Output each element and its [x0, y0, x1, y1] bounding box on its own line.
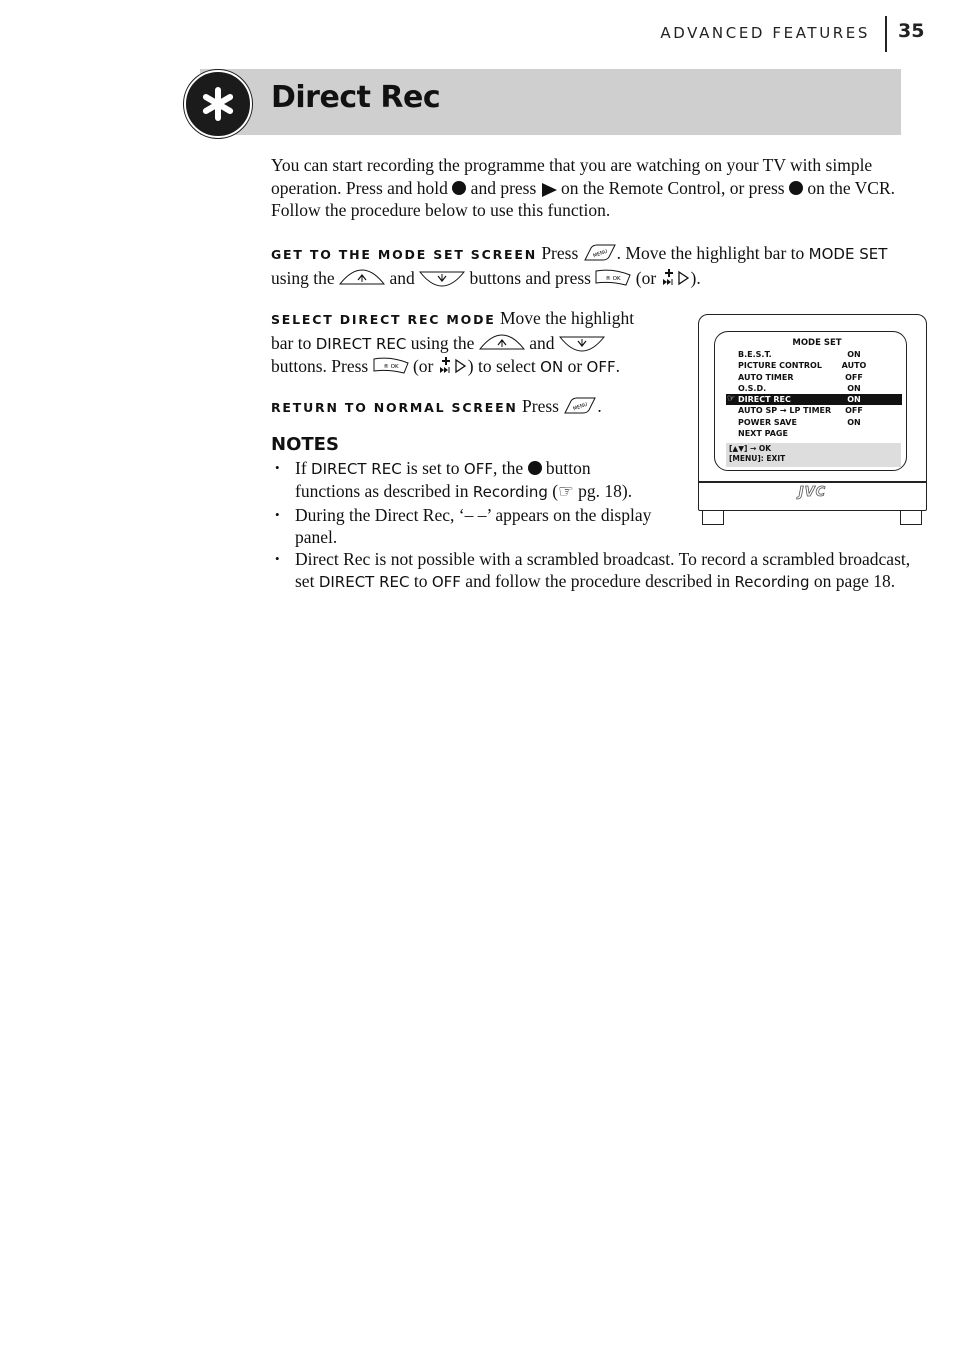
intro-paragraph: You can start recording the programme that you are watching on your TV with simple operation. Press and hold and press on the Remote Control, or press on the VCR. Follow the procedure below to use this function. — [271, 155, 896, 220]
osd-row-value: AUTO — [841, 361, 867, 371]
osd-help-line: [MENU]: EXIT — [729, 454, 786, 463]
osd-row-label: AUTO SP → LP TIMER — [738, 406, 832, 416]
brand-logo: JVC — [798, 485, 827, 500]
asterisk-badge-icon — [184, 70, 252, 138]
notes-heading: NOTES — [271, 434, 339, 455]
osd-row-value: OFF — [845, 406, 863, 416]
tv-foot — [900, 510, 922, 525]
osd-menu-row — [726, 383, 902, 394]
svg-text:® OK: ® OK — [383, 364, 399, 370]
record-dot-icon — [789, 181, 803, 195]
ok-button-icon — [595, 269, 631, 287]
osd-menu-row — [726, 360, 902, 371]
osd-row-label: AUTO TIMER — [738, 372, 794, 382]
step-label: SELECT DIRECT REC MODE — [271, 312, 496, 327]
svg-text:MENU: MENU — [591, 248, 609, 260]
osd-help-bar — [726, 443, 901, 467]
pointer-hand-icon: ☞ — [727, 394, 736, 405]
play-triangle-icon — [541, 183, 557, 197]
header-divider — [885, 16, 887, 52]
osd-row-label: NEXT PAGE — [738, 429, 788, 439]
tv-foot — [702, 510, 724, 525]
tv-base-line — [699, 481, 926, 483]
osd-menu-row — [726, 428, 902, 439]
record-dot-icon — [528, 461, 542, 475]
step-select-direct-rec: SELECT DIRECT REC MODE Move the highlight bar to DIRECT REC using the and buttons. Press ® OK (or ) to select ON or OFF. — [271, 308, 635, 376]
step-label: GET TO THE MODE SET SCREEN — [271, 247, 537, 262]
osd-row-value: OFF — [845, 372, 863, 382]
up-button-icon — [339, 269, 385, 287]
osd-menu-row — [726, 372, 902, 383]
osd-row-label: B.E.S.T. — [738, 350, 772, 359]
osd-help-line: [▲▼] → OK — [729, 444, 772, 453]
osd-row-value: ON — [847, 395, 861, 405]
down-button-icon — [559, 334, 605, 352]
osd-menu-row — [726, 394, 902, 405]
svg-text:MENU: MENU — [572, 401, 589, 413]
step-return-normal: RETURN TO NORMAL SCREEN Press MENU . — [271, 396, 602, 416]
osd-row-value: ON — [847, 417, 861, 427]
osd-row-label: POWER SAVE — [738, 417, 797, 427]
osd-row-label: DIRECT REC — [738, 395, 791, 405]
menu-button-icon — [563, 397, 597, 415]
osd-menu-row — [726, 349, 902, 360]
osd-row-value: ON — [847, 383, 861, 393]
page-title: Direct Rec — [271, 80, 441, 115]
osd-title: MODE SET — [792, 338, 842, 348]
osd-menu — [726, 349, 902, 439]
svg-text:® OK: ® OK — [605, 275, 621, 282]
note-item: • If DIRECT REC is set to OFF, the button functions as described in Recording (☞ pg. 18). — [271, 457, 659, 504]
step-mode-set: GET TO THE MODE SET SCREEN Press MENU . Move the highlight bar to MODE SET using the and buttons and press ® OK (or ). — [271, 243, 888, 288]
note-item: • Direct Rec is not possible with a scrambled broadcast. To record a scrambled broadcast, set DIRECT REC to OFF and follow the procedure described in Recording on page 18. — [271, 548, 913, 594]
ok-button-icon — [373, 357, 409, 375]
up-button-icon — [479, 334, 525, 352]
osd-row-value: ON — [847, 350, 861, 359]
page-number: 35 — [898, 20, 925, 42]
record-dot-icon — [452, 181, 466, 195]
osd-row-label: O.S.D. — [738, 383, 767, 393]
osd-row-label: PICTURE CONTROL — [738, 361, 822, 371]
right-skip-icon — [661, 267, 691, 287]
note-item: • During the Direct Rec, ‘– –’ appears on the display panel. — [271, 504, 659, 549]
section-title: ADVANCED FEATURES — [660, 24, 870, 42]
down-button-icon — [419, 269, 465, 287]
osd-menu-row — [726, 417, 902, 428]
osd-menu-row — [726, 405, 902, 416]
tv-illustration — [698, 314, 927, 530]
step-label: RETURN TO NORMAL SCREEN — [271, 400, 518, 415]
menu-button-icon — [583, 244, 617, 262]
right-skip-icon — [438, 355, 468, 375]
